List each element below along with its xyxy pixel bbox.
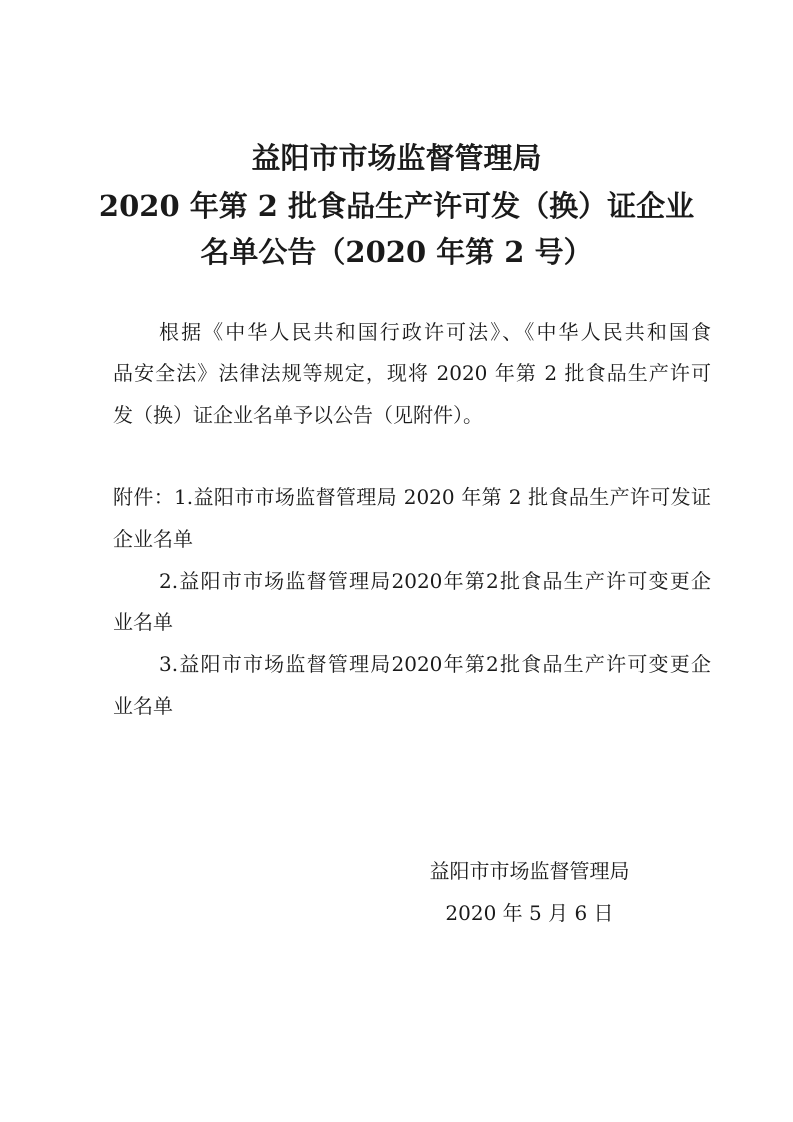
attachment-line-2: 企业名单 <box>113 527 193 551</box>
attachment-line-3: 2.益阳市市场监督管理局2020年第2批食品生产许可变更企 <box>159 569 711 593</box>
title-line-1: 益阳市市场监督管理局 <box>251 141 542 175</box>
attachment-line-6: 业名单 <box>113 694 173 718</box>
title-line-2: 2020 年第 2 批食品生产许可发（换）证企业 <box>98 189 695 223</box>
body-text-line-2: 品安全法》法律法规等规定，现将 2020 年第 2 批食品生产许可 <box>113 361 711 385</box>
attachment-line-4: 业名单 <box>113 610 173 634</box>
attachment-line-5: 3.益阳市市场监督管理局2020年第2批食品生产许可变更企 <box>159 652 711 676</box>
signature-organization: 益阳市市场监督管理局 <box>429 859 630 883</box>
title-line-3: 名单公告（2020 年第 2 号） <box>200 235 593 269</box>
signature-date: 2020 年 5 月 6 日 <box>445 901 614 925</box>
body-text-line-3: 发（换）证企业名单予以公告（见附件）。 <box>113 403 483 427</box>
body-text-line-1: 根据《中华人民共和国行政许可法》、《中华人民共和国食 <box>159 320 711 344</box>
attachment-line-1: 附件：1.益阳市市场监督管理局 2020 年第 2 批食品生产许可发证 <box>113 485 711 509</box>
